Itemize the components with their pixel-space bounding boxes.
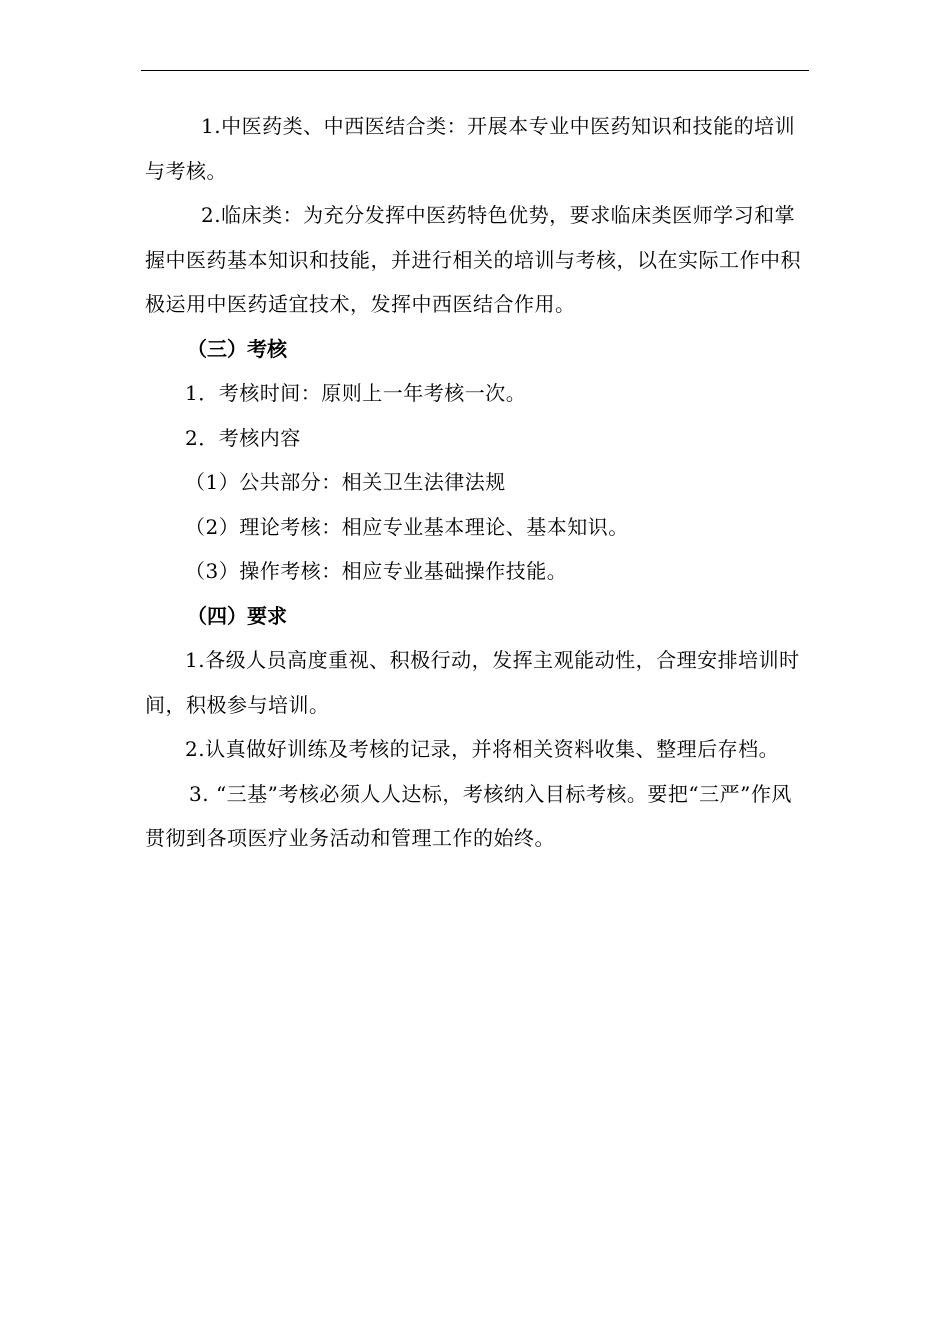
assessment-practice-part: （3）操作考核：相应专业基础操作技能。: [185, 559, 568, 583]
paragraph-tcm-training: 1.中医药类、中西医结合类：开展本专业中医药知识和技能的培训与考核。: [145, 114, 796, 183]
document-body: [145, 104, 810, 861]
assessment-time: 1．考核时间：原则上一年考核一次。: [185, 381, 527, 405]
assessment-content: 2．考核内容: [185, 425, 301, 450]
requirement-standards: 3. “三基”考核必须人人达标，考核纳入目标考核。要把“三严”作风贯彻到各项医疗业务活动和管理工作的始终。: [145, 781, 792, 850]
assessment-public-part: （1）公共部分：相关卫生法律法规: [185, 470, 506, 494]
requirement-attention: 1.各级人员高度重视、积极行动，发挥主观能动性，合理安排培训时间，积极参与培训。: [145, 648, 800, 717]
assessment-theory-part: （2）理论考核：相应专业基本理论、基本知识。: [185, 514, 629, 539]
header-rule: [141, 70, 809, 71]
heading-assessment: （三）考核: [187, 336, 287, 361]
paragraph-clinical-training: 2.临床类：为充分发挥中医药特色优势，要求临床类医师学习和掌握中医药基本知识和技能，并进行相关的培训与考核，以在实际工作中积极运用中医药适宜技术，发挥中西医结合作用。: [145, 203, 801, 316]
heading-requirements: （四）要求: [187, 603, 287, 628]
requirement-records: 2.认真做好训练及考核的记录，并将相关资料收集、整理后存档。: [185, 737, 780, 761]
